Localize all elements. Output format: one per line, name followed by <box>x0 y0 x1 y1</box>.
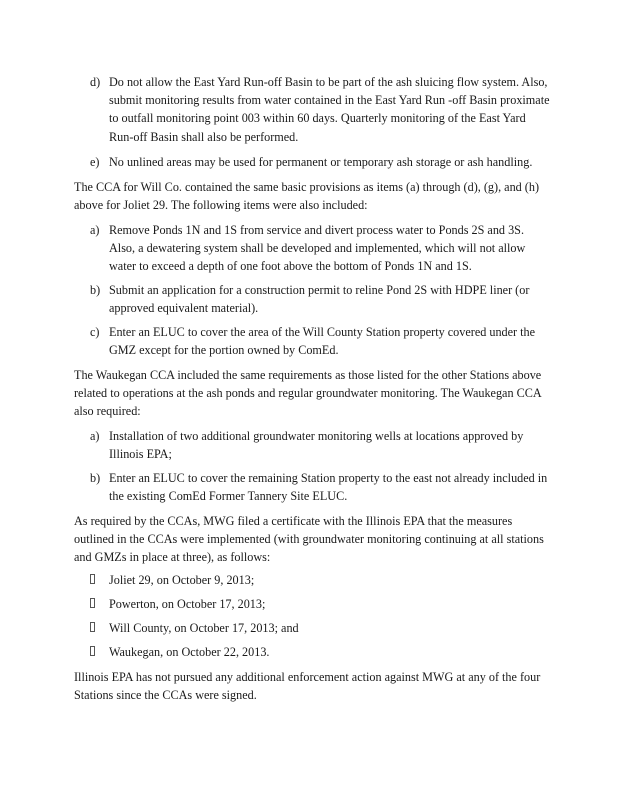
list-marker: a) <box>90 429 100 443</box>
list-item-text: Installation of two additional groundwater monitoring wells at locations approved by Illinois EPA; <box>109 429 524 462</box>
list-item-text: Enter an ELUC to cover the area of the Will County Station property covered under the GMZ except for the portion owned by ComEd. <box>109 325 536 358</box>
bullet-text: Will County, on October 17, 2013; and <box>109 621 299 635</box>
list-marker: e) <box>90 155 100 169</box>
list-item-text: Remove Ponds 1N and 1S from service and divert process water to Ponds 2S and 3S. Also, a dewatering system shall be developed and implemented, which will not allow water to exceed a depth of one foot above the bottom of Ponds 1N and 1S. <box>109 223 526 274</box>
bullet-text: Joliet 29, on October 9, 2013; <box>109 573 255 587</box>
list-item-a <box>90 221 552 276</box>
list-item-text: Submit an application for a construction permit to reline Pond 2S with HDPE liner (or approved equivalent material). <box>109 283 530 316</box>
list-marker: d) <box>90 75 101 89</box>
bullet-item <box>90 643 552 661</box>
list-marker: b) <box>90 471 101 485</box>
paragraph-waukegan: The Waukegan CCA included the same requirements as those listed for the other Stations above related to operations at the ash ponds and regular groundwater monitoring. The Waukegan CCA also required: <box>74 368 542 419</box>
paragraph-final: Illinois EPA has not pursued any additional enforcement action against MWG at any of the four Stations since the CCAs were signed. <box>74 670 541 703</box>
bullet-box-icon <box>90 622 95 632</box>
bullet-text: Waukegan, on October 22, 2013. <box>109 645 270 659</box>
bullet-item <box>90 595 552 613</box>
list-marker: c) <box>90 325 100 339</box>
bullet-box-icon <box>90 598 95 608</box>
paragraph-will-county: The CCA for Will Co. contained the same basic provisions as items (a) through (d), (g), and (h) above for Joliet 29. The following items were also included: <box>74 180 540 213</box>
list-item-text: Enter an ELUC to cover the remaining Station property to the east not already included in the existing ComEd Former Tannery Site ELUC. <box>109 471 548 504</box>
list-marker: a) <box>90 223 100 237</box>
list-item-text: No unlined areas may be used for permanent or temporary ash storage or ash handling. <box>109 155 533 169</box>
list-marker: b) <box>90 283 101 297</box>
list-item-b <box>90 281 552 317</box>
list-item-d <box>90 73 552 146</box>
list-item-c <box>90 323 552 359</box>
list-item-b <box>90 469 552 505</box>
list-item-e <box>90 153 552 171</box>
list-item-a <box>90 427 552 463</box>
bullet-text: Powerton, on October 17, 2013; <box>109 597 266 611</box>
paragraph-certificate: As required by the CCAs, MWG filed a certificate with the Illinois EPA that the measures outlined in the CCAs were implemented (with groundwater monitoring continuing at all stations and GMZs in place at three), as follows: <box>74 514 544 565</box>
bullet-box-icon <box>90 574 95 584</box>
bullet-box-icon <box>90 646 95 656</box>
bullet-item <box>90 619 552 637</box>
bullet-item <box>90 571 552 589</box>
list-item-text: Do not allow the East Yard Run-off Basin to be part of the ash sluicing flow system. Also, submit monitoring results from water contained in the East Yard Run -off Basin proximate to outfall monitoring point 003 within 60 days. Quarterly monitoring of the East Yard Run-off Basin shall also be performed. <box>109 75 550 144</box>
